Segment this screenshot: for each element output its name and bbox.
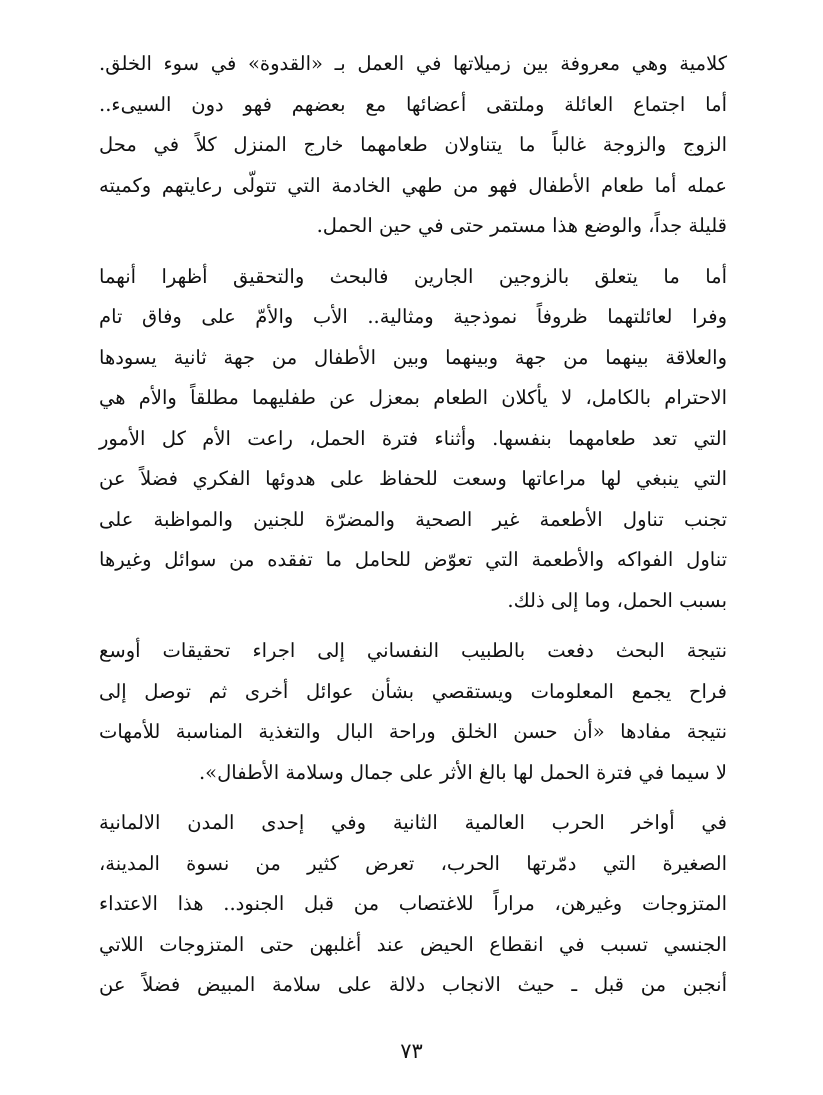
text-line: أما اجتماع العائلة وملتقى أعضائها مع بعضهم فهو دون السيىء.. xyxy=(99,92,727,116)
text-line: بسبب الحمل، وما إلى ذلك. xyxy=(507,588,727,612)
paragraph-2 xyxy=(99,257,727,622)
text-line: تناول الفواكه والأطعمة التي تعوّض للحامل ما تفقده من سوائل وغيرها xyxy=(99,548,727,571)
text-line: في أواخر الحرب العالمية الثانية وفي إحدى المدن الالمانية xyxy=(99,811,727,834)
text-line: عمله أما طعام الأطفال فهو من طهي الخادمة التي تتولّى رعايتهم وكميته xyxy=(99,173,727,197)
page-number: ٧٣ xyxy=(400,1039,423,1063)
text-line: الزوج والزوجة غالباً ما يتناولان طعامهما خارج المنزل كلاً في محل xyxy=(99,133,727,156)
text-line: قليلة جداً، والوضع هذا مستمر حتى في حين الحمل. xyxy=(316,214,727,237)
text-line: المتزوجات وغيرهن، مراراً للاغتصاب من قبل الجنود.. هذا الاعتداء xyxy=(99,892,727,915)
text-line: الاحترام بالكامل، لا يأكلان الطعام بمعزل عن طفليهما مطلقاً والأم هي xyxy=(99,386,727,409)
text-line: كلامية وهي معروفة بين زميلاتها في العمل بـ «القدوة» في سوء الخلق. xyxy=(99,52,727,75)
paragraph-1 xyxy=(99,44,727,247)
text-line: أما ما يتعلق بالزوجين الجارين فالبحث والتحقيق أظهرا أنهما xyxy=(99,264,727,288)
text-line: تجنب تناول الأطعمة غير الصحية والمضرّة للجنين والمواظبة على xyxy=(99,507,727,531)
page-body xyxy=(99,44,727,1016)
text-line: فراح يجمع المعلومات ويستقصي بشأن عوائل أخرى ثم توصل إلى xyxy=(99,679,727,703)
text-line: وفرا لعائلتهما ظروفاً نموذجية ومثالية.. الأب والأمّ على وفاق تام xyxy=(99,305,727,328)
text-line: أنجبن من قبل ـ حيث الانجاب دلالة على سلامة المبيض فضلاً عن xyxy=(99,973,727,996)
paragraph-3 xyxy=(99,631,727,793)
text-line: نتيجة مفادها «أن حسن الخلق وراحة البال والتغذية المناسبة للأمهات xyxy=(99,720,727,743)
text-line: التي ينبغي لها مراعاتها وسعت للحفاظ على هدوئها الفكري فضلاً عن xyxy=(99,467,727,490)
paragraph-4 xyxy=(99,803,727,1006)
text-line: والعلاقة بينهما من جهة وبينهما وبين الأطفال من جهة ثانية يسودها xyxy=(99,345,727,369)
text-line: الصغيرة التي دمّرتها الحرب، تعرض كثير من نسوة المدينة، xyxy=(99,851,727,875)
text-line: لا سيما في فترة الحمل لها بالغ الأثر على جمال وسلامة الأطفال». xyxy=(198,760,727,784)
text-line: نتيجة البحث دفعت بالطبيب النفساني إلى اجراء تحقيقات أوسع xyxy=(99,639,727,662)
text-line: التي تعد طعامهما بنفسها. وأثناء فترة الحمل، راعت الأم كل الأمور xyxy=(99,426,727,450)
text-line: الجنسي تسبب في انقطاع الحيض عند أغلبهن حتى المتزوجات اللاتي xyxy=(99,932,727,956)
